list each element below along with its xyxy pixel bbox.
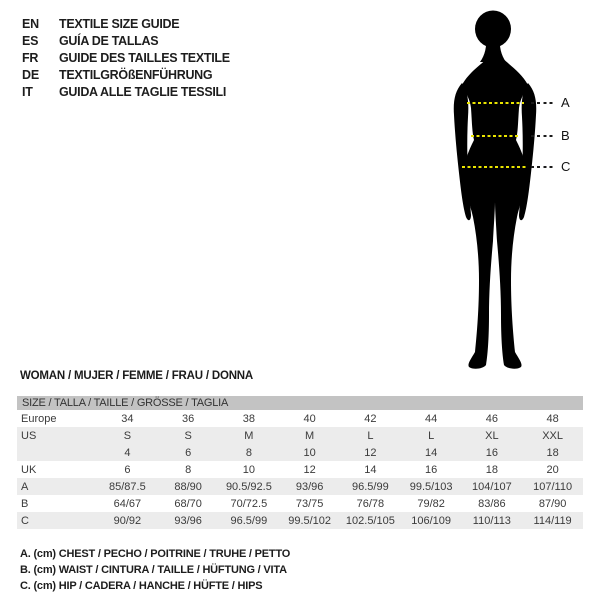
- legend-line-b: B. (cm) WAIST / CINTURA / TAILLE / HÜFTUNG / VITA: [20, 564, 287, 576]
- measure-line-a: [467, 102, 524, 104]
- size-cell: 48: [546, 412, 559, 425]
- connector-line-b: [531, 135, 555, 137]
- size-cell: 40: [303, 412, 316, 425]
- size-cell: 14: [425, 446, 438, 459]
- language-title: TEXTILGRÖßENFÜHRUNG: [59, 67, 213, 82]
- size-cell: 36: [182, 412, 195, 425]
- size-cell: 10: [242, 463, 255, 476]
- language-row: [22, 83, 230, 100]
- language-code: IT: [22, 84, 33, 99]
- size-cell: 70/72.5: [230, 497, 268, 510]
- size-cell: 38: [242, 412, 255, 425]
- size-cell: 12: [364, 446, 377, 459]
- size-cell: L: [428, 429, 435, 442]
- size-cell: 73/75: [295, 497, 324, 510]
- size-cell: XL: [485, 429, 499, 442]
- table-row: [17, 461, 583, 478]
- size-cell: 16: [425, 463, 438, 476]
- size-cell: 8: [245, 446, 252, 459]
- woman-silhouette: [442, 5, 548, 370]
- language-code: EN: [22, 16, 39, 31]
- row-label: A: [21, 480, 29, 493]
- size-cell: 93/96: [174, 514, 202, 527]
- language-code: FR: [22, 50, 39, 65]
- marker-label-c: C: [561, 159, 571, 174]
- size-cell: 96.5/99: [352, 480, 389, 493]
- size-cell: S: [123, 429, 132, 442]
- size-cell: 90.5/92.5: [225, 480, 272, 493]
- row-label: UK: [21, 463, 37, 476]
- size-cell: 20: [546, 463, 559, 476]
- size-cell: 44: [425, 412, 438, 425]
- size-cell: 4: [124, 446, 131, 459]
- size-cell: 87/90: [538, 497, 567, 510]
- marker-label-b: B: [561, 128, 570, 143]
- row-label: B: [21, 497, 29, 510]
- size-cell: 99.5/103: [409, 480, 453, 493]
- measurement-legend: [20, 546, 290, 594]
- size-cell: 85/87.5: [109, 480, 146, 493]
- size-cell: 96.5/99: [230, 514, 268, 527]
- size-cell: 42: [364, 412, 377, 425]
- language-code: DE: [22, 67, 39, 82]
- row-label: US: [21, 429, 37, 442]
- size-cell: 14: [364, 463, 377, 476]
- size-cell: 76/78: [356, 497, 385, 510]
- size-cell: 64/67: [113, 497, 142, 510]
- size-cell: 88/90: [174, 480, 202, 493]
- size-cell: S: [184, 429, 192, 442]
- size-cell: 6: [124, 463, 131, 476]
- size-cell: 16: [485, 446, 498, 459]
- size-cell: 106/109: [411, 514, 451, 527]
- size-table-header: SIZE / TALLA / TAILLE / GRÖSSE / TAGLIA: [17, 396, 583, 410]
- size-cell: 90/92: [113, 514, 142, 527]
- language-row: [22, 15, 230, 32]
- size-cell: 79/82: [417, 497, 445, 510]
- language-row: [22, 66, 230, 83]
- legend-line-a: A. (cm) CHEST / PECHO / POITRINE / TRUHE / PETTO: [20, 548, 291, 560]
- size-cell: 83/86: [478, 497, 506, 510]
- language-title: TEXTILE SIZE GUIDE: [59, 16, 180, 31]
- table-row: [17, 410, 583, 427]
- size-table: [17, 396, 583, 529]
- table-row: [17, 427, 583, 444]
- size-cell: L: [367, 429, 374, 442]
- row-label: C: [21, 514, 29, 527]
- size-cell: 18: [485, 463, 498, 476]
- language-row: [22, 49, 230, 66]
- size-cell: M: [244, 429, 254, 442]
- table-row: [17, 495, 583, 512]
- table-row: [17, 512, 583, 529]
- size-cell: 110/113: [472, 514, 511, 527]
- language-title: GUÍA DE TALLAS: [59, 33, 159, 48]
- language-title: GUIDE DES TAILLES TEXTILE: [59, 50, 230, 65]
- size-cell: 10: [303, 446, 316, 459]
- size-cell: 18: [546, 446, 559, 459]
- language-title: GUIDA ALLE TAGLIE TESSILI: [59, 84, 227, 99]
- table-row: [17, 444, 583, 461]
- size-cell: 34: [121, 412, 134, 425]
- language-row: [22, 32, 230, 49]
- size-cell: 68/70: [174, 497, 202, 510]
- size-cell: 8: [185, 463, 192, 476]
- silhouette-body: [462, 54, 528, 369]
- size-cell: 6: [185, 446, 192, 459]
- section-title: WOMAN / MUJER / FEMME / FRAU / DONNA: [20, 370, 254, 382]
- size-cell: M: [305, 429, 315, 442]
- size-cell: XXL: [542, 429, 564, 442]
- row-label: Europe: [21, 412, 57, 425]
- size-cell: 104/107: [471, 480, 512, 493]
- size-cell: 12: [303, 463, 316, 476]
- size-cell: 99.5/102: [288, 514, 332, 527]
- marker-label-a: A: [561, 95, 570, 110]
- legend-line-c: C. (cm) HIP / CADERA / HANCHE / HÜFTE / HIPS: [20, 580, 263, 592]
- size-cell: 114/119: [533, 514, 572, 527]
- size-cell: 46: [485, 412, 498, 425]
- size-cell: 93/96: [295, 480, 324, 493]
- language-code: ES: [22, 33, 39, 48]
- connector-line-a: [531, 102, 555, 104]
- measure-line-c: [462, 166, 526, 168]
- language-title-list: [22, 15, 230, 100]
- size-table-body: [17, 410, 583, 529]
- table-row: [17, 478, 583, 495]
- measure-line-b: [471, 135, 520, 137]
- size-cell: 107/110: [533, 480, 573, 493]
- connector-line-c: [531, 166, 555, 168]
- size-cell: 102.5/105: [345, 514, 395, 527]
